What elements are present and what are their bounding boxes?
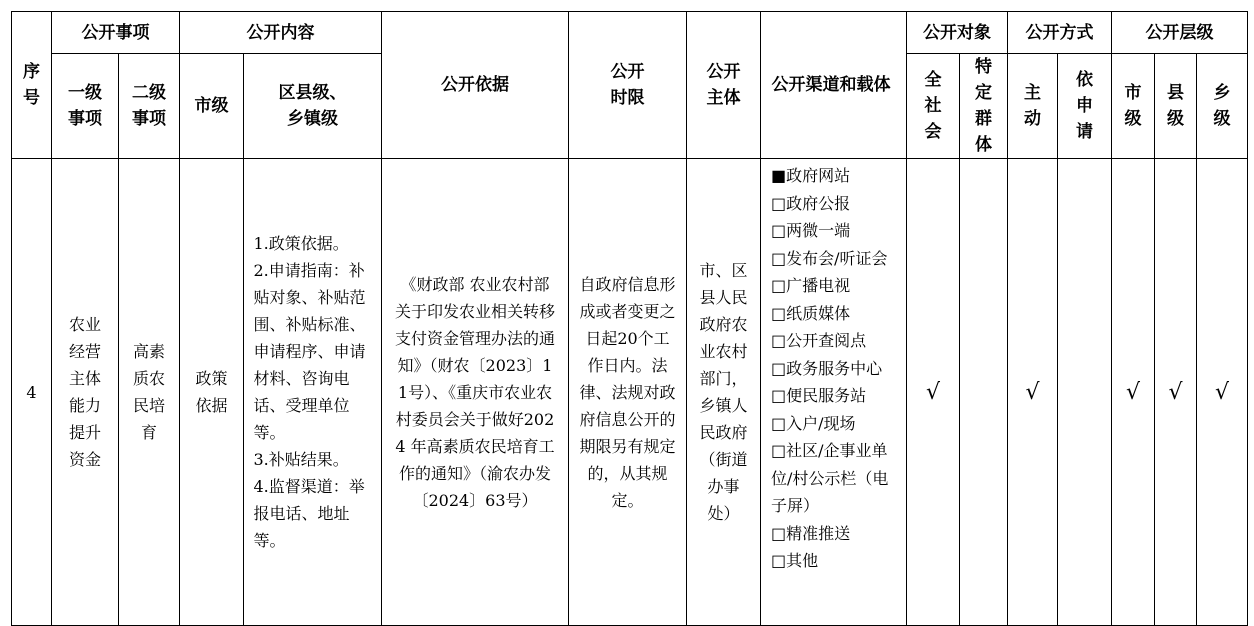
- checkbox-icon: □: [771, 331, 787, 350]
- level-county-check: √: [1155, 159, 1197, 626]
- method-active-check: √: [1008, 159, 1058, 626]
- channel-option[interactable]: □政府公报: [771, 193, 851, 213]
- level-town-check: √: [1197, 159, 1248, 626]
- checkbox-icon: ■: [771, 166, 787, 185]
- header-matter-level1: 一级事项: [52, 54, 119, 159]
- district-content-item: 2.申请指南：补贴对象、补贴范围、补贴标准、申请程序、申请材料、咨询电话、受理单位等。: [253, 261, 366, 442]
- checkbox-icon: □: [771, 303, 787, 323]
- checkbox-icon: □: [771, 221, 787, 240]
- checkbox-icon: □: [771, 551, 787, 570]
- checkbox-icon: □: [771, 276, 787, 295]
- method-request-check: [1058, 159, 1112, 626]
- header-seq: 序号: [12, 12, 52, 159]
- checkbox-icon: □: [771, 441, 787, 460]
- header-matter: 公开事项: [52, 12, 180, 54]
- header-method-request: 依申请: [1058, 54, 1112, 159]
- district-content-list: [254, 230, 372, 554]
- header-content-district: 区县级、乡镇级: [244, 54, 382, 159]
- checkbox-icon: □: [771, 523, 787, 543]
- channel-option[interactable]: □公开查阅点: [771, 331, 867, 350]
- checkbox-icon: □: [771, 193, 787, 213]
- district-content-item: 3.补贴结果。: [253, 450, 349, 469]
- header-content: 公开内容: [180, 12, 382, 54]
- header-audience-all: 全社会: [907, 54, 960, 159]
- checkbox-icon: □: [771, 358, 787, 378]
- header-basis: 公开依据: [382, 12, 569, 159]
- header-method: 公开方式: [1008, 12, 1112, 54]
- audience-specific-check: [960, 159, 1008, 626]
- district-content-item: 4.监督渠道：举报电话、地址等。: [253, 477, 365, 550]
- header-audience: 公开对象: [907, 12, 1008, 54]
- channel-option[interactable]: □广播电视: [771, 276, 851, 295]
- cell-district-content: [244, 159, 382, 626]
- header-matter-level2: 二级事项: [119, 54, 180, 159]
- channel-option[interactable]: □两微一端: [771, 221, 851, 240]
- header-audience-specific: 特定群体: [960, 54, 1008, 159]
- cell-city-content: 政策依据: [180, 159, 244, 626]
- header-level-county: 县级: [1155, 54, 1197, 159]
- header-channel: 公开渠道和载体: [761, 12, 907, 159]
- level-city-check: √: [1112, 159, 1155, 626]
- cell-channels: [761, 159, 907, 626]
- cell-basis: 《财政部 农业农村部关于印发农业相关转移支付资金管理办法的通知》（财农〔2023〕11号）、《重庆市农业农村委员会关于做好2024 年高素质农民培育工作的通知》（渝农办发〔2024〕63号）: [382, 159, 569, 626]
- audience-all-check: √: [907, 159, 960, 626]
- checkbox-icon: □: [771, 413, 787, 433]
- header-level-town: 乡级: [1197, 54, 1248, 159]
- channel-option[interactable]: □便民服务站: [771, 386, 867, 405]
- checkbox-icon: □: [771, 386, 787, 405]
- header-level: 公开层级: [1112, 12, 1248, 54]
- disclosure-table: [11, 11, 1248, 626]
- channel-option[interactable]: □发布会/听证会: [771, 248, 888, 268]
- header-level-city: 市级: [1112, 54, 1155, 159]
- checkbox-icon: □: [771, 248, 787, 268]
- channel-option[interactable]: □其他: [771, 551, 819, 570]
- header-subject: 公开主体: [687, 12, 761, 159]
- cell-subject: 市、区县人民政府农业农村部门，乡镇人民政府（街道办事处）: [687, 159, 761, 626]
- header-timeframe: 公开时限: [569, 12, 687, 159]
- channel-option[interactable]: □纸质媒体: [771, 303, 851, 323]
- channel-option[interactable]: □入户/现场: [771, 413, 856, 433]
- header-content-city: 市级: [180, 54, 244, 159]
- channel-list: [761, 162, 893, 575]
- district-content-item: 1.政策依据。: [253, 234, 349, 253]
- channel-option[interactable]: □社区/企事业单位/村公示栏（电子屏）: [771, 441, 889, 515]
- channel-option[interactable]: ■政府网站: [771, 166, 851, 185]
- channel-option[interactable]: □精准推送: [771, 523, 851, 543]
- cell-level2: 高素质农民培育: [119, 159, 180, 626]
- cell-level1: 农业经营主体能力提升资金: [52, 159, 119, 626]
- cell-seq: 4: [12, 159, 52, 626]
- cell-timeframe: 自政府信息形成或者变更之日起20个工作日内。法律、法规对政府信息公开的期限另有规定的，从其规定。: [569, 159, 687, 626]
- header-method-active: 主动: [1008, 54, 1058, 159]
- channel-option[interactable]: □政务服务中心: [771, 358, 883, 378]
